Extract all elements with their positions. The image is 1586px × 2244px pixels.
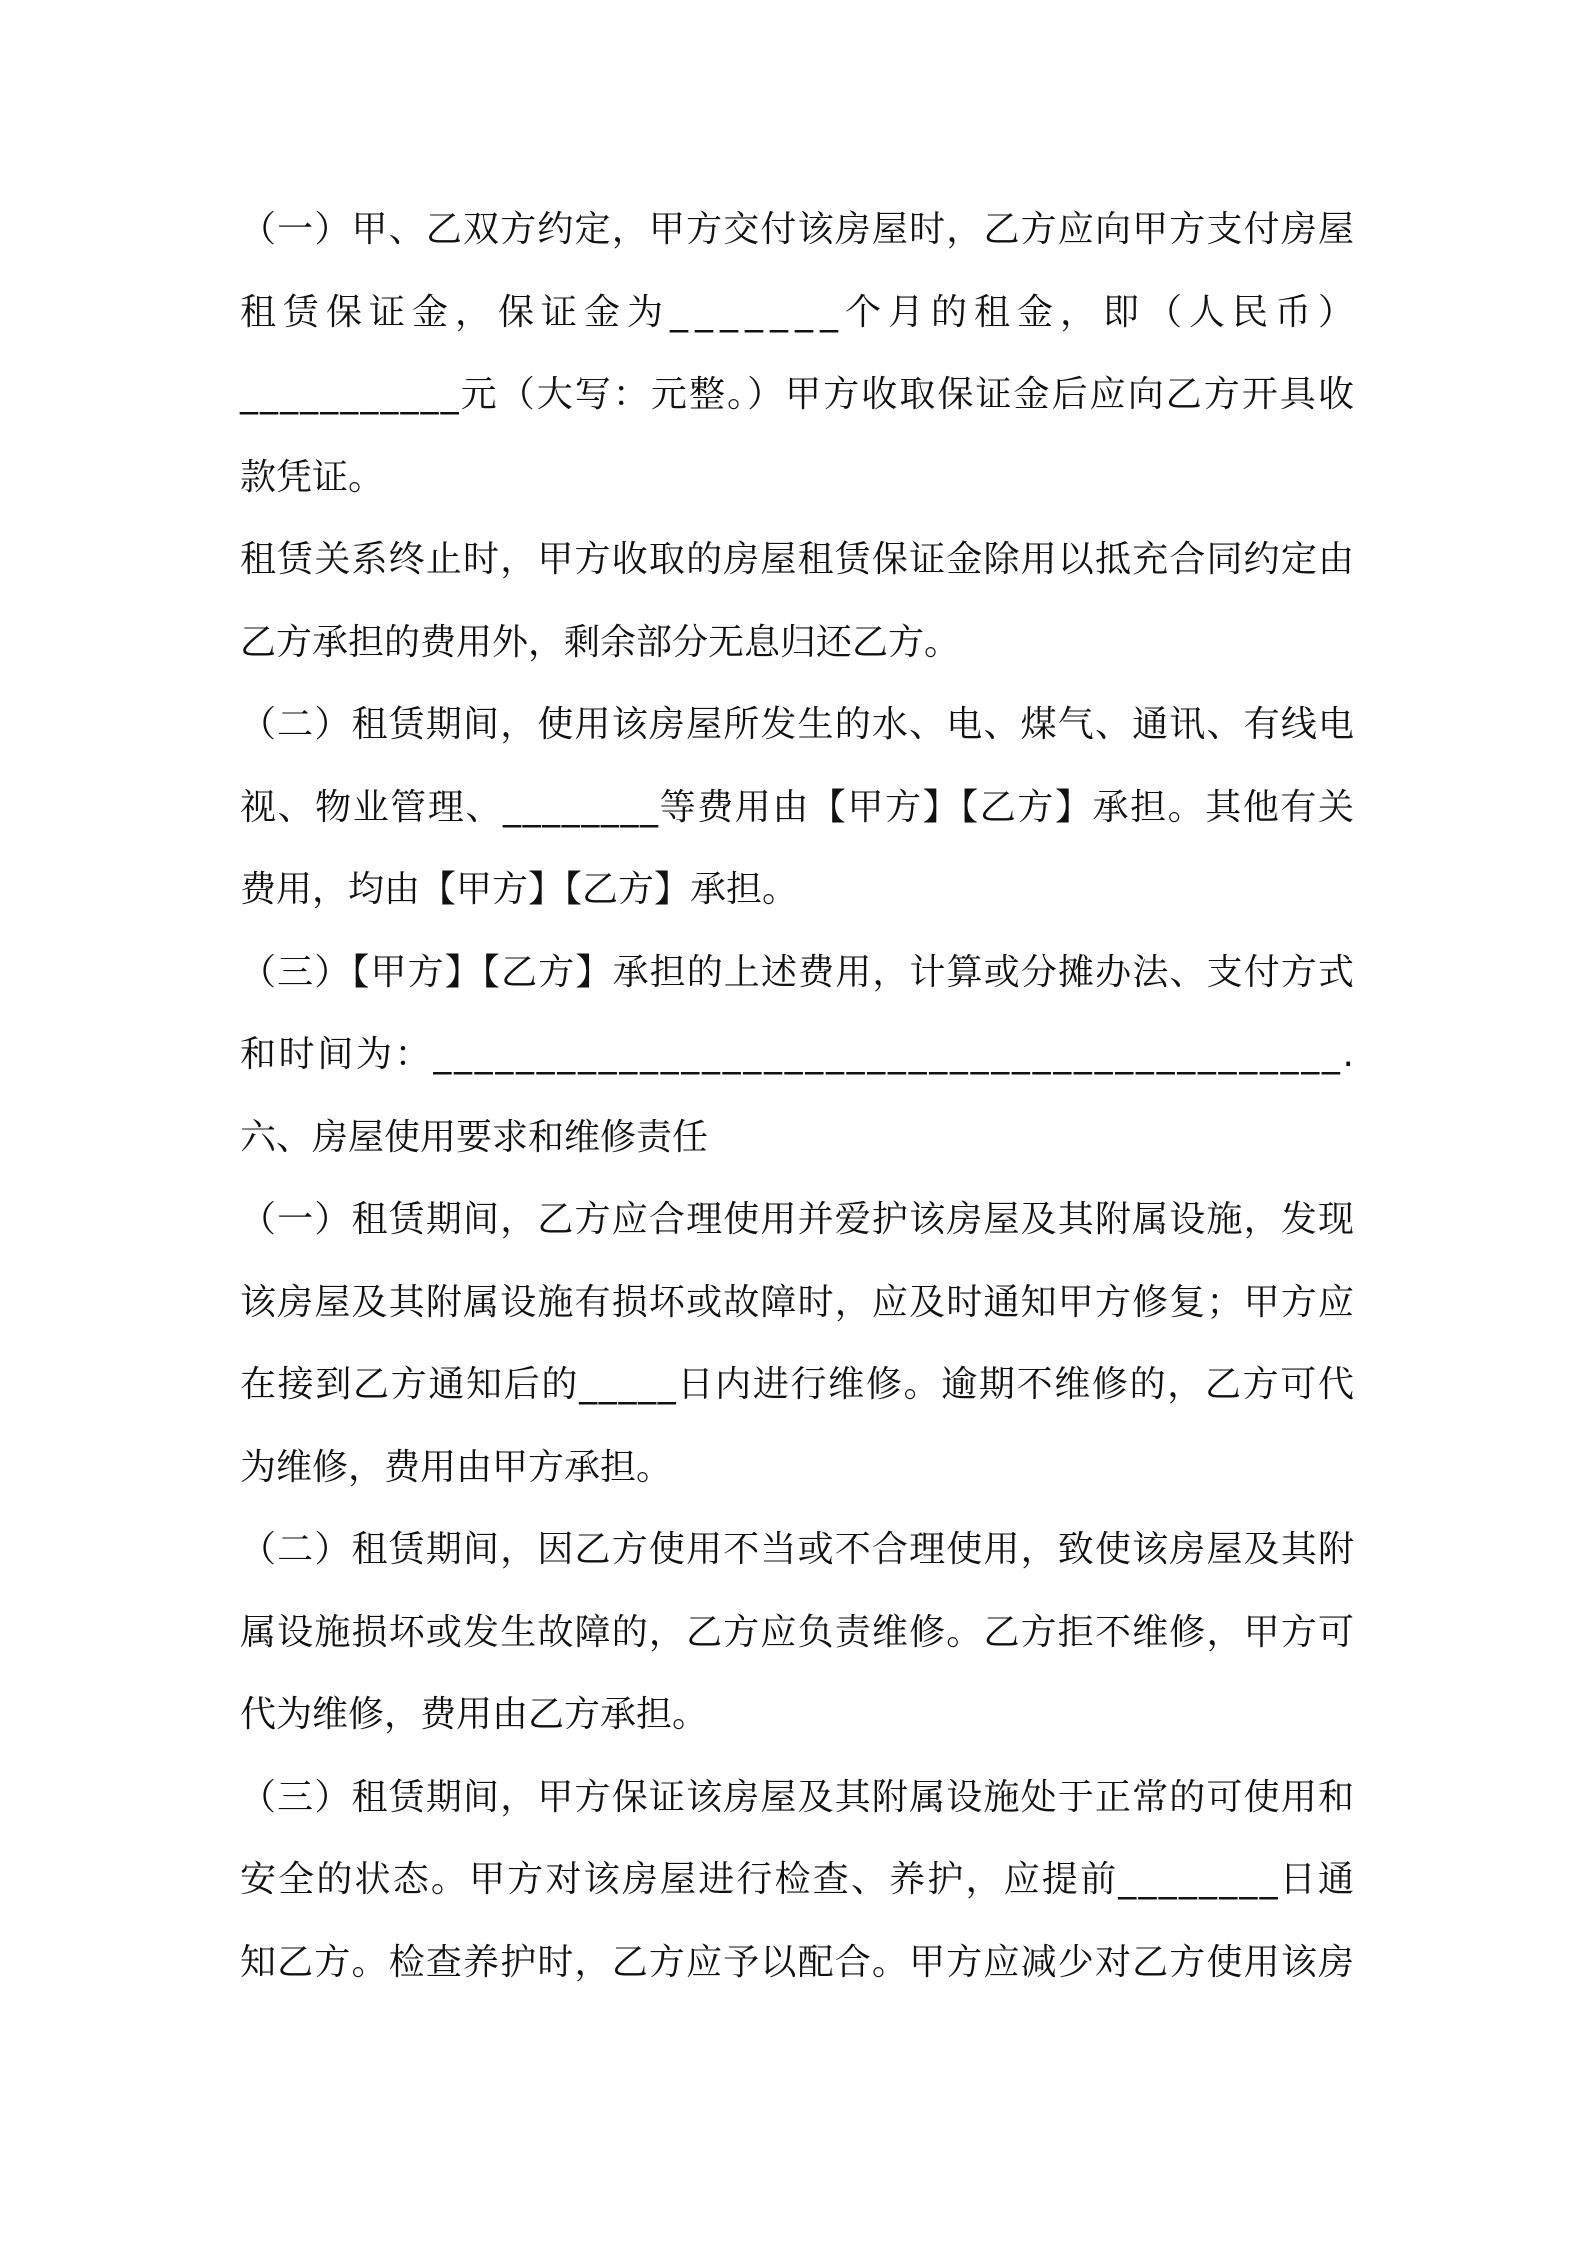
section-heading: 六、房屋使用要求和维修责任 (240, 1116, 709, 1158)
text-line: 视、物业管理、________等费用由【甲方】【乙方】承担。其他有关 (240, 786, 1356, 828)
text-line: ___________元（大写：元整。）甲方收取保证金后应向乙方开具收 (240, 374, 1357, 415)
text-line: （三）租赁期间，甲方保证该房屋及其附属设施处于正常的可使用和 (240, 1776, 1356, 1818)
text-line: （二）租赁期间，因乙方使用不当或不合理使用，致使该房屋及其附 (240, 1529, 1356, 1570)
text-line: 在接到乙方通知后的_____日内进行维修。逾期不维修的，乙方可代 (240, 1364, 1356, 1405)
text-line: （二）租赁期间，使用该房屋所发生的水、电、煤气、通讯、有线电 (240, 704, 1356, 745)
text-line: 租赁关系终止时，甲方收取的房屋租赁保证金除用以抵充合同约定由 (240, 539, 1356, 580)
text-line: 租赁保证金，保证金为_______个月的租金，即（人民币） (240, 291, 1361, 333)
document-page (240, 200, 1361, 2015)
text-line: 安全的状态。甲方对该房屋进行检查、养护，应提前________日通 (240, 1859, 1357, 1900)
text-line: 和时间为：____________________________________________. (240, 1034, 1357, 1075)
text-line: （一）租赁期间，乙方应合理使用并爱护该房屋及其附属设施，发现 (240, 1199, 1356, 1240)
text-line: 费用，均由【甲方】【乙方】承担。 (240, 869, 799, 910)
text-line: 款凭证。 (240, 456, 385, 498)
text-line: 该房屋及其附属设施有损坏或故障时，应及时通知甲方修复；甲方应 (240, 1281, 1356, 1323)
text-line: 知乙方。检查养护时，乙方应予以配合。甲方应减少对乙方使用该房 (240, 1941, 1356, 1983)
text-line: 为维修，费用由甲方承担。 (240, 1446, 673, 1488)
text-line: （一）甲、乙双方约定，甲方交付该房屋时，乙方应向甲方支付房屋 (240, 209, 1356, 250)
text-line: （三）【甲方】【乙方】承担的上述费用，计算或分摊办法、支付方式 (240, 951, 1356, 993)
text-line: 乙方承担的费用外，剩余部分无息归还乙方。 (240, 621, 961, 663)
text-line: 代为维修，费用由乙方承担。 (240, 1694, 709, 1735)
text-line: 属设施损坏或发生故障的，乙方应负责维修。乙方拒不维修，甲方可 (240, 1611, 1356, 1653)
